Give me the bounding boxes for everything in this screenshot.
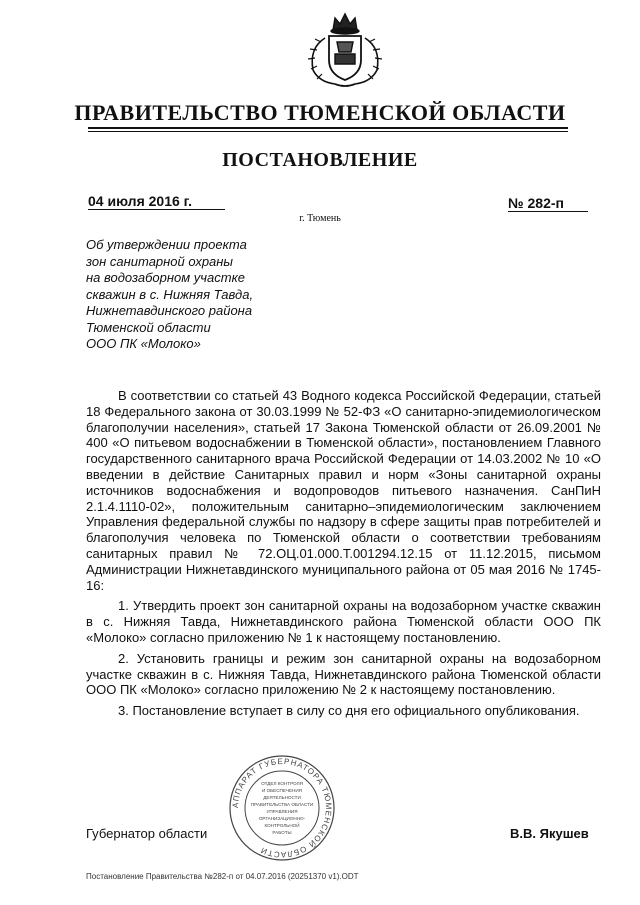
document-footer: Постановление Правительства №282-п от 04.07.2016 (20251370 v1).ODT [86, 872, 359, 881]
stamp-line: РАБОТЫ [272, 830, 292, 835]
city-label: г. Тюмень [299, 213, 341, 224]
decree-body [86, 388, 601, 719]
subject-line: Нижнетавдинского района [86, 303, 253, 318]
official-stamp [228, 754, 336, 862]
stamp-line: ДЕЯТЕЛЬНОСТИ [263, 795, 301, 800]
decree-title: ПОСТАНОВЛЕНИЕ [222, 149, 418, 171]
number-underline [508, 211, 588, 212]
stamp-outer-text: АППАРАТ ГУБЕРНАТОРА ТЮМЕНСКОЙ ОБЛАСТИ [230, 756, 334, 860]
header-rule-thin [88, 131, 568, 132]
decree-number: № 282-п [508, 195, 564, 211]
stamp-line: ОТДЕЛ КОНТРОЛЯ [261, 781, 303, 786]
svg-text:АППАРАТ ГУБЕРНАТОРА ТЮМЕНСКОЙ [231, 757, 333, 859]
date-underline [88, 209, 225, 210]
subject-line: ООО ПК «Молоко» [86, 336, 201, 351]
subject-line: на водозаборном участке [86, 270, 245, 285]
item-1-paragraph: 1. Утвердить проект зон санитарной охраны на водозаборном участке скважин в с. Нижняя Тавда, Нижнетавдинского района Тюменской области ООО ПК «Молоко» согласно приложению № 1 к настоящему постановлению. [86, 598, 601, 645]
stamp-line: И ОБЕСПЕЧЕНИЯ [262, 788, 302, 793]
subject-line: скважин в с. Нижняя Тавда, [86, 286, 254, 302]
header-rule-thick [88, 127, 568, 129]
stamp-line: ОРГАНИЗАЦИОННО- [258, 816, 306, 821]
government-title: ПРАВИТЕЛЬСТВО ТЮМЕНСКОЙ ОБЛАСТИ [74, 100, 566, 125]
subject-line: Об утверждении проекта [86, 237, 247, 252]
stamp-line: УПРАВЛЕНИЯ [266, 809, 298, 814]
coat-of-arms-icon [295, 8, 395, 90]
decree-date: 04 июля 2016 г. [88, 193, 192, 209]
item-2-paragraph: 2. Установить границы и режим зон санитарной охраны на водозаборном участке скважин в с. Нижняя Тавда, Нижнетавдинского района Тюменской области ООО ПК «Молоко» согласно приложению № 2 к настоящему постановлению. [86, 650, 601, 698]
subject-line: Тюменской области [86, 319, 211, 335]
preamble-paragraph: В соответствии со статьей 43 Водного кодекса Российской Федерации, статьей 18 Федерального закона от 30.03.1999 № 52-ФЗ «О санитарно-эпидемиологическом благополучии населения», статьей 17 Закона Тюменской области от 26.09.2001 № 400 «О питьевом водоснабжении в Тюменской области», постановлением Главного государственного санитарного врача Российской Федерации от 14.03.2002 № 10 «О введении в действие Санитарных правил и норм «Зоны санитарной охраны источников водоснабжения и водопроводов питьевого назначения. СанПиН 2.1.4.1110-02», положительным санитарно–эпидемиологическим заключением Управления федеральной службы по надзору в сфере защиты прав потребителей и благополучия человека по Тюменской области о соответствии требованиям санитарных правил № 72.ОЦ.01.000.Т.001294.12.15 от 11.12.2015, письмом Администрации Нижнетавдинского муниципального района от 05 мая 2016 № 1745-16: [86, 388, 601, 593]
decree-subject [86, 237, 286, 353]
subject-line: зон санитарной охраны [86, 253, 233, 269]
stamp-line: ПРАВИТЕЛЬСТВА ОБЛАСТИ [250, 802, 314, 807]
signer-name: В.В. Якушев [510, 826, 589, 841]
item-3-paragraph: 3. Постановление вступает в силу со дня его официального опубликования. [118, 703, 580, 719]
signer-position: Губернатор области [86, 826, 208, 841]
stamp-line: КОНТРОЛЬНОЙ [264, 823, 300, 828]
